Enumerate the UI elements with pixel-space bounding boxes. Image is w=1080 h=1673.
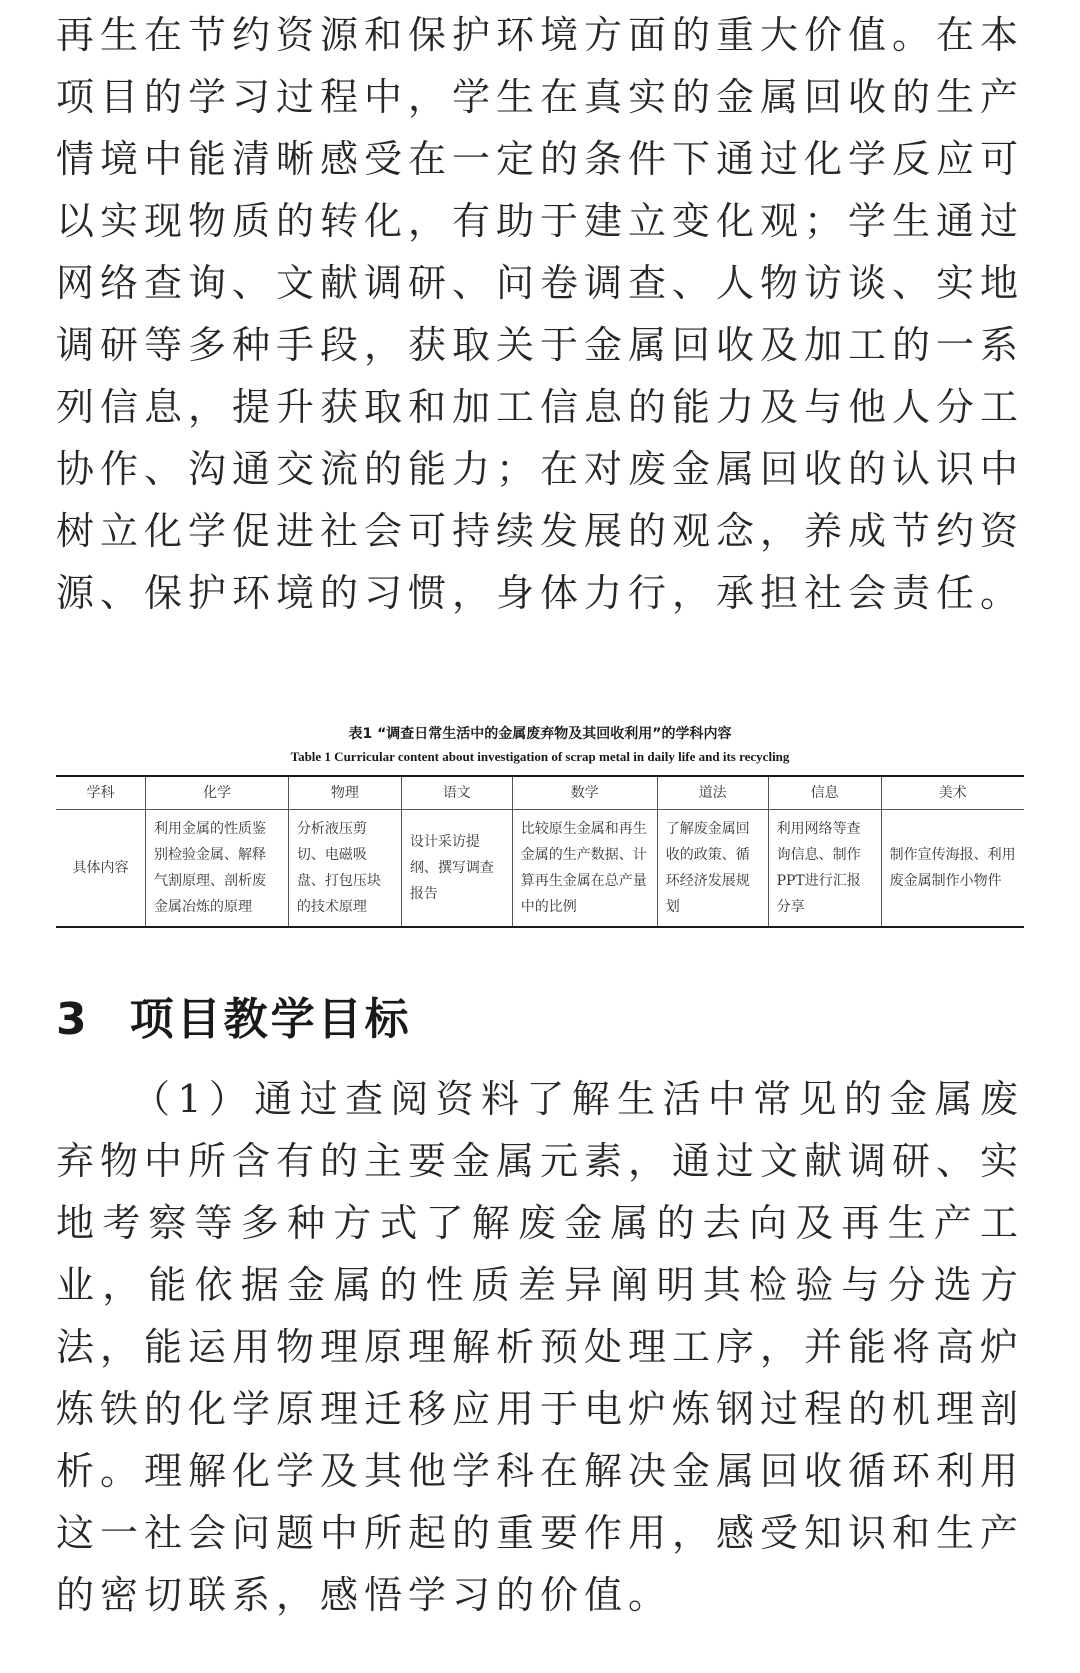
section-heading (56, 990, 412, 1050)
table-caption-en: Table 1 Curricular content about investigation of scrap metal in daily life and its recycling (290, 749, 790, 764)
cell-physics: 分析液压剪切、电磁吸盘、打包压块的技术原理 (288, 810, 401, 928)
column-header-art: 美术 (881, 776, 1024, 810)
table-caption-cn: 表1 “调查日常生活中的金属废弃物及其回收利用”的学科内容 (348, 726, 732, 742)
cell-chinese: 设计采访提纲、撰写调查报告 (401, 810, 512, 928)
row-label: 具体内容 (56, 810, 146, 928)
cell-information: 利用网络等查询信息、制作PPT进行汇报分享 (768, 810, 881, 928)
column-header-chemistry: 化学 (146, 776, 289, 810)
cell-math: 比较原生金属和再生金属的生产数据、计算再生金属在总产量中的比例 (512, 810, 657, 928)
column-header-math: 数学 (512, 776, 657, 810)
subject-content-table (56, 775, 1024, 928)
column-header-morality-law: 道法 (657, 776, 768, 810)
table-header-row (56, 776, 1024, 810)
section-number: 3 (56, 994, 90, 1045)
section-title: 项目教学目标 (129, 994, 412, 1045)
cell-art: 制作宣传海报、利用废金属制作小物件 (889, 847, 1016, 889)
table-row (56, 810, 1024, 928)
column-header-information: 信息 (768, 776, 881, 810)
column-header-chinese: 语文 (401, 776, 512, 810)
cell-chemistry: 利用金属的性质鉴别检验金属、解释气割原理、剖析废金属冶炼的原理 (146, 810, 289, 928)
column-header-subject: 学科 (56, 776, 146, 810)
intro-paragraph: 再生在节约资源和保护环境方面的重大价值。在本项目的学习过程中，学生在真实的金属回收的生产情境中能清晰感受在一定的条件下通过化学反应可以实现物质的转化，有助于建立变化观；学生通过网络查询、文献调研、问卷调查、人物访谈、实地调研等多种手段，获取关于金属回收及加工的一系列信息，提升获取和加工信息的能力及与他人分工协作、沟通交流的能力；在对废金属回收的认识中树立化学促进社会可持续发展的观念，养成节约资源、保护环境的习惯，身体力行，承担社会责任。 (56, 13, 1025, 615)
goal-paragraph: （1）通过查阅资料了解生活中常见的金属废弃物中所含有的主要金属元素，通过文献调研、实地考察等多种方式了解废金属的去向及再生产工业，能依据金属的性质差异阐明其检验与分选方法，能运用物理原理解析预处理工序，并能将高炉炼铁的化学原理迁移应用于电炉炼钢过程的机理剖析。理解化学及其他学科在解决金属回收循环利用这一社会问题中所起的重要作用，感受知识和生产的密切联系，感悟学习的价值。 (56, 1077, 1025, 1617)
column-header-physics: 物理 (288, 776, 401, 810)
cell-morality-law: 了解废金属回收的政策、循环经济发展规划 (657, 810, 768, 928)
